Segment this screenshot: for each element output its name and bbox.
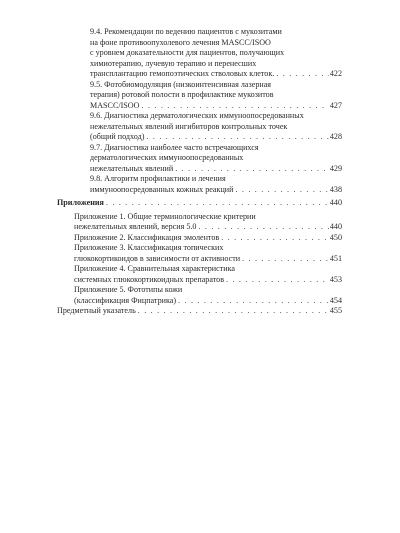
- toc-entry-line: Приложение 5. Фототипы кожи: [74, 285, 183, 294]
- table-of-contents: [0, 27, 400, 317]
- page-number: 455: [329, 306, 342, 315]
- toc-entry-line: дерматологических иммуноопосредованных: [90, 153, 244, 162]
- page-number: 428: [329, 132, 342, 141]
- dot-leader: [198, 222, 328, 233]
- toc-entry-line: (общий подход): [90, 132, 145, 141]
- dot-leader: [106, 198, 329, 209]
- toc-entry-line: 9.6. Диагностика дерматологических иммуноопосредованных: [90, 111, 304, 120]
- dot-leader: [221, 233, 329, 244]
- toc-entry-appendix-3[interactable]: [74, 243, 342, 264]
- toc-entry-appendix-2[interactable]: [74, 233, 342, 244]
- toc-entry-line: нежелательных явлений ингибиторов контрольных точек: [90, 121, 288, 131]
- page-number: 450: [329, 232, 342, 242]
- toc-entry-line: нежелательных явлений, версия 5.0: [74, 222, 197, 231]
- toc-entry-appendix-4[interactable]: [74, 264, 342, 285]
- toc-entry-line: Предметный указатель: [57, 306, 136, 315]
- dot-leader: [178, 296, 329, 307]
- page-number: 454: [329, 295, 342, 305]
- dot-leader: [146, 132, 328, 143]
- toc-entry-line: Приложение 1. Общие терминологические критерии: [74, 211, 256, 221]
- dot-leader: [141, 101, 328, 112]
- toc-entry-line: системных глюкокортикоидных препаратов: [74, 274, 225, 284]
- dot-leader: [276, 69, 329, 80]
- toc-entry-line: нежелательных явлений: [90, 163, 174, 173]
- toc-entry-appendices[interactable]: [57, 198, 342, 209]
- toc-entry-appendix-5[interactable]: [74, 285, 342, 306]
- dot-leader: [242, 254, 329, 265]
- toc-entry-line: на фоне противоопухолевого лечения MASCC/ISOO: [90, 37, 271, 47]
- toc-entry-line: Приложение 2. Классификация эмолентов: [74, 232, 220, 242]
- page-number: 440: [329, 222, 342, 231]
- toc-entry-line: 9.7. Диагностика наиболее часто встречающихся: [90, 142, 259, 152]
- toc-entry-9-8[interactable]: [90, 174, 342, 195]
- toc-entry-line: 9.8. Алгоритм профилактики и лечения: [90, 174, 226, 183]
- toc-entry-subject-index[interactable]: [57, 306, 342, 317]
- page-number: 429: [329, 163, 342, 173]
- dot-leader: [235, 185, 328, 196]
- toc-entry-9-6[interactable]: [90, 111, 342, 143]
- toc-entry-line: терапия) ротовой полости в профилактике мукозитов: [90, 90, 274, 99]
- page-number: 440: [329, 198, 342, 207]
- toc-entry-9-7[interactable]: [90, 143, 342, 175]
- page-number: 438: [329, 184, 342, 194]
- toc-entry-line: трансплантацию гемопоэтических стволовых клеток.: [90, 69, 275, 78]
- toc-entry-line: Приложение 4. Сравнительная характеристика: [74, 264, 235, 273]
- toc-entry-9-4[interactable]: [90, 27, 342, 80]
- toc-entry-appendix-1[interactable]: [74, 212, 342, 233]
- dot-leader: [138, 306, 329, 317]
- toc-entry-line: Приложение 3. Классификация топических: [74, 243, 224, 252]
- toc-entry-9-5[interactable]: [90, 80, 342, 112]
- page-number: 427: [329, 100, 342, 110]
- page-number: 422: [329, 69, 342, 78]
- toc-entry-line: MASCC/ISOO: [90, 100, 140, 110]
- toc-entry-line: 9.5. Фотобиомодуляция (низкоинтенсивная лазерная: [90, 79, 272, 89]
- toc-entry-line: глюкокортикоидов в зависимости от активности: [74, 253, 241, 263]
- toc-entry-line: химиотерапию, лучевую терапию и перенесших: [90, 58, 257, 68]
- toc-entry-line: с уровнем доказательности для пациентов, получающих: [90, 48, 285, 57]
- toc-entry-line: (классификация Фицпатрика): [74, 295, 177, 305]
- dot-leader: [226, 275, 329, 286]
- page-number: 453: [329, 274, 342, 284]
- toc-entry-line: иммуноопосредованных кожных реакций: [90, 184, 234, 194]
- page-number: 451: [329, 253, 342, 263]
- toc-section-title: Приложения: [57, 198, 104, 207]
- toc-entry-line: 9.4. Рекомендации по ведению пациентов с мукозитами: [90, 27, 282, 36]
- dot-leader: [175, 164, 329, 175]
